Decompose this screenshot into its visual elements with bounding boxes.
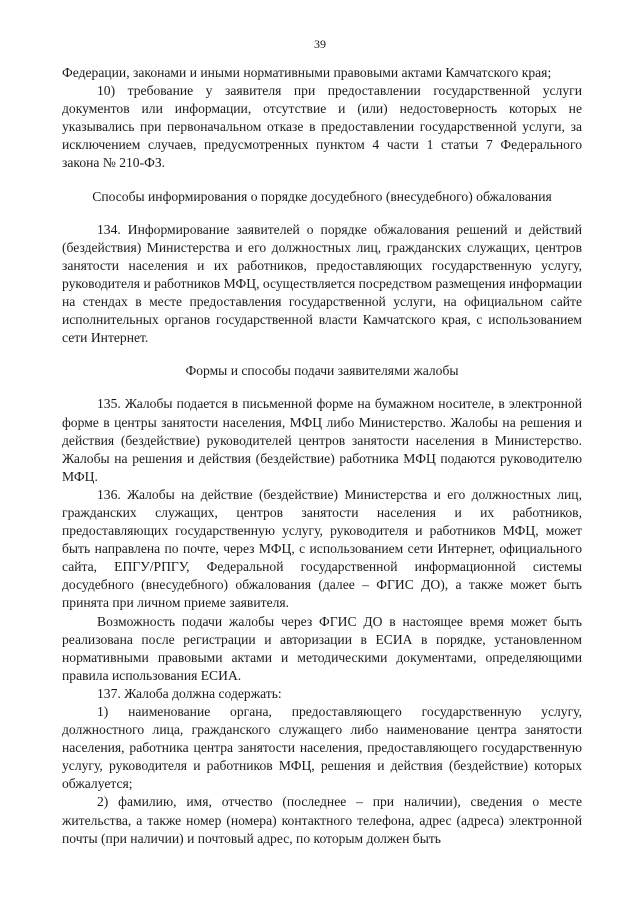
paragraph-item-10: 10) требование у заявителя при предоставлении государственной услуги документов или информации, отсутствие и (или) недостоверность которых не указывались при первоначальном отказе в предоставлении государственной услуги, за исключением случаев, предусмотренных пунктом 4 части 1 статьи 7 Федерального закона № 210-ФЗ.: [62, 83, 582, 171]
paragraph-134: 134. Информирование заявителей о порядке обжалования решений и действий (бездействия) Министерства и его должностных лиц, гражданских служащих, центров занятости населения и их работников, предоставляющих государственную услугу, руководителя и работников МФЦ, осуществляется посредством размещения информации на стендах в месте предоставления государственной услуги, на официальном сайте исполнительных органов государственной власти Камчатского края, с использованием сети Интернет.: [62, 221, 582, 346]
section-heading-complaint-forms: Формы и способы подачи заявителями жалобы: [185, 363, 459, 379]
document-body: [62, 64, 582, 848]
paragraph-continuation: Федерации, законами и иными нормативными правовыми актами Камчатского края;: [62, 65, 552, 80]
paragraph-135: 135. Жалобы подается в письменной форме на бумажном носителе, в электронной форме в центры занятости населения, МФЦ либо Министерство. Жалобы на решения и действия (бездействие) руководителей центров занятости населения в Министерство. Жалобы на решения и действия (бездействие) работника МФЦ подаются руководителю МФЦ.: [62, 396, 582, 484]
paragraph-136: 136. Жалобы на действие (бездействие) Министерства и его должностных лиц, гражданских служащих, центров занятости населения и их работников, предоставляющих государственную услугу, руководителя и работников МФЦ, может быть направлена по почте, через МФЦ, с использованием сети Интернет, официального сайта, ЕПГУ/РПГУ, Федеральной государственной информационной системы досудебного (внесудебного) обжалования (далее – ФГИС ДО), а также может быть принята при личном приеме заявителя.: [62, 486, 582, 611]
section-heading-informing: Способы информирования о порядке досудебного (внесудебного) обжалования: [92, 188, 552, 204]
paragraph-137: 137. Жалоба должна содержать:: [97, 685, 282, 701]
page-number: 39: [314, 37, 326, 51]
list-item-2: 2) фамилию, имя, отчество (последнее – при наличии), сведения о месте жительства, а также номер (номера) контактного телефона, адрес (адреса) электронной почты (при наличии) и почтовый адрес, по которым должен быть: [62, 794, 582, 846]
paragraph-fgis-do: Возможность подачи жалобы через ФГИС ДО в настоящее время может быть реализована после регистрации и авторизации в ЕСИА в порядке, установленном нормативными правовыми актами и методическими документами, определяющими правила использования ЕСИА.: [62, 613, 582, 683]
list-item-1: 1) наименование органа, предоставляющего государственную услугу, должностного лица, гражданского служащего либо наименование центра занятости населения, работника центра занятости населения, предоставляющего государственную услугу, руководителя и работников МФЦ, решения и действия (бездействие) которых обжалуется;: [62, 704, 582, 792]
